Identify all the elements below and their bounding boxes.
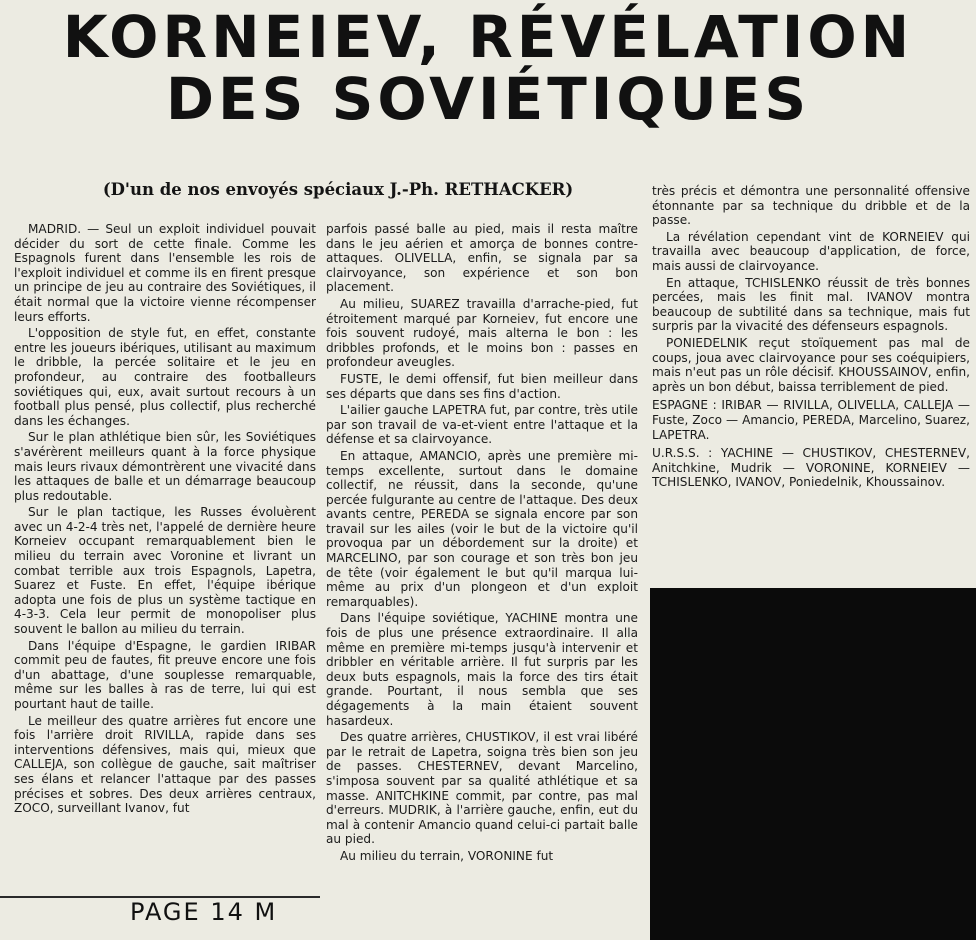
paragraph: Le meilleur des quatre arrières fut encore une fois l'arrière droit RIVILLA, rapide dans ses interventions défensives, mais qui, mieux que CALLEJA, son collègue de gauche, sait maîtriser ses élans et relancer l'attaque par des passes précises et sobres. Des deux arrières centraux, ZOCO, surveillant Ivanov, fut bbox=[14, 713, 316, 816]
paragraph: parfois passé balle au pied, mais il resta maître dans le jeu aérien et amorça de bonnes contre-attaques. OLIVELLA, enfin, se signala par sa clairvoyance, son expérience et son bon placement. bbox=[326, 222, 638, 295]
byline: (D'un de nos envoyés spéciaux J.-Ph. RETHACKER) bbox=[102, 180, 574, 199]
paragraph: FUSTE, le demi offensif, fut bien meilleur dans ses départs que dans ses fins d'action. bbox=[326, 371, 638, 401]
paragraph: très précis et démontra une personnalité offensive étonnante par sa technique du dribble et de la passe. bbox=[652, 184, 970, 228]
paragraph: PONIEDELNIK reçut stoïquement pas mal de coups, joua avec clairvoyance pour ses coéquipiers, mais n'eut pas un rôle décisif. KHOUSSAINOV, enfin, après un bon début, baissa terriblement de pied. bbox=[652, 335, 970, 394]
paragraph: Dans l'équipe soviétique, YACHINE montra une fois de plus une présence extraordinaire. Il alla même en première mi-temps jusqu'à intervenir et dribbler en véritable arrière. Il fut surpris par les deux buts espagnols, mais la force des tirs était grande. Pourtant, il nous sembla que ses dégagements à la main étaient souvent hasardeux. bbox=[326, 611, 638, 728]
paragraph: Sur le plan tactique, les Russes évoluèrent avec un 4-2-4 très net, l'appelé de dernière heure Korneiev occupant remarquablement bien le milieu du terrain avec Voronine et livrant un combat terrible aux trois Espagnols, Lapetra, Suarez et Fuste. En effet, l'équipe ibérique adopta une fois de plus un système tactique en 4-3-3. Cela leur permit de monopoliser plus souvent le ballon au milieu du terrain. bbox=[14, 505, 316, 637]
paragraph: En attaque, TCHISLENKO réussit de très bonnes percées, mais les finit mal. IVANOV montra beaucoup de subtilité dans sa technique, mais fut surpris par la vivacité des défenseurs espagnols. bbox=[652, 275, 970, 334]
paragraph: Au milieu du terrain, VORONINE fut bbox=[340, 848, 554, 863]
paragraph: Dans l'équipe d'Espagne, le gardien IRIBAR commit peu de fautes, fit preuve encore une fois d'un abattage, d'une souplesse remarquable, même sur les balles à ras de terre, lui qui est pourtant haut de taille. bbox=[14, 638, 316, 711]
paragraph: L'ailier gauche LAPETRA fut, par contre, très utile par son travail de va-et-vient entre l'attaque et la défense et sa clairvoyance. bbox=[326, 403, 638, 447]
page-reference: PAGE 14 M bbox=[130, 898, 278, 926]
paragraph: La révélation cependant vint de KORNEIEV qui travailla avec beaucoup d'application, de force, mais aussi de clairvoyance. bbox=[652, 229, 970, 273]
paragraph: L'opposition de style fut, en effet, constante entre les joueurs ibériques, utilisant au maximum le dribble, la percée solitaire et le jeu en profondeur, au contraire des footballeurs soviétiques qui, eux, avait surtout recours à un football plus pensé, plus collectif, plus recherché dans les échanges. bbox=[14, 326, 316, 428]
paragraph: MADRID. — Seul un exploit individuel pouvait décider du sort de cette finale. Comme les Espagnols furent dans l'ensemble les rois de l'exploit individuel et comme ils en firent presque un principe de jeu au contraire des Soviétiques, il était normal que la victoire vienne récompenser leurs efforts. bbox=[14, 222, 316, 324]
paragraph: Au milieu, SUAREZ travailla d'arrache-pied, fut étroitement marqué par Korneiev, fut encore une fois souvent rudoyé, mais alterna le bon : les dribbles profonds, et le moins bon : passes en profondeur aveugles. bbox=[326, 296, 638, 370]
paragraph: En attaque, AMANCIO, après une première mi-temps excellente, surtout dans le domaine collectif, ne réussit, dans la seconde, qu'une percée fulgurante au centre de l'attaque. Des deux avants centre, PEREDA se signala encore par son travail sur les ailes (voir le but de la victoire qu'il provoqua par un débordement sur la droite) et MARCELINO, par son courage et son très bon jeu de tête (voir également le but qu'il marqua lui-même au prix d'un plongeon et d'un exploit remarquables). bbox=[326, 448, 638, 609]
headline-line-1: KORNEIEV, RÉVÉLATION bbox=[62, 3, 914, 71]
article-column-1 bbox=[14, 222, 316, 894]
blacked-out-area bbox=[650, 588, 976, 940]
article-column-2 bbox=[326, 222, 638, 940]
headline bbox=[0, 3, 976, 133]
lineup-ussr: U.R.S.S. : YACHINE — CHUSTIKOV, CHESTERNEV, Anitchkine, Mudrik — VORONINE, KORNEIEV — TCHISLENKO, IVANOV, Poniedelnik, Khoussainov. bbox=[652, 446, 970, 490]
lineup-spain: ESPAGNE : IRIBAR — RIVILLA, OLIVELLA, CALLEJA — Fuste, Zoco — Amancio, PEREDA, Marcelino, Suarez, LAPETRA. bbox=[652, 398, 970, 442]
paragraph: Des quatre arrières, CHUSTIKOV, il est vrai libéré par le retrait de Lapetra, soigna très bien son jeu de passes. CHESTERNEV, devant Marcelino, s'imposa souvent par sa qualité athlétique et sa masse. ANITCHKINE commit, par contre, pas mal d'erreurs. MUDRIK, à l'arrière gauche, enfin, eut du mal à contenir Amancio quand celui-ci partait balle au pied. bbox=[326, 730, 638, 847]
article-column-3 bbox=[652, 184, 970, 582]
paragraph: Sur le plan athlétique bien sûr, les Soviétiques s'avérèrent meilleurs quant à la force physique mais leurs rivaux démontrèrent une vivacité dans les attaques de balle et un démarrage beaucoup plus redoutable. bbox=[14, 430, 316, 503]
headline-line-2: DES SOVIÉTIQUES bbox=[165, 65, 811, 133]
